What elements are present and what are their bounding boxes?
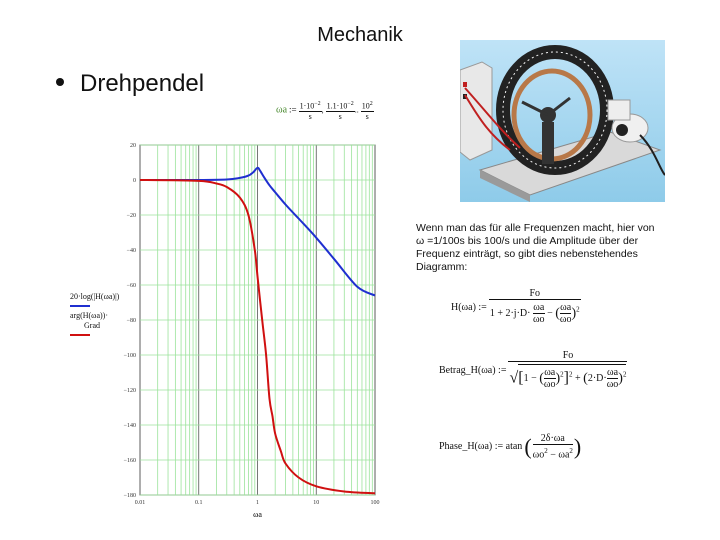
note-line-3: Frequenz einträgt, so gibt dies nebenstehendes [416, 248, 638, 260]
note-line-1: Wenn man das für alle Frequenzen macht, hier von [416, 222, 655, 234]
chart-grid [140, 145, 375, 495]
y-tick-label: −180 [123, 493, 136, 499]
x-tick-label: 100 [370, 500, 380, 506]
y-tick-label: −100 [123, 353, 136, 359]
note-line-4: Diagramm: [416, 261, 468, 273]
x-tick-labels [135, 500, 380, 506]
formula-phase: Phase_H(ωa) := atan ( 2δ·ωa $\omega o^2 - \omega a^2$ ) [439, 433, 582, 461]
pendulum-photo [460, 40, 665, 202]
y-tick-label: −160 [123, 458, 136, 464]
formula-H: H(ωa) := Fo 1 + 2·j·D· $\frac{\omega a}{\omega o}$ − ( $\frac{\omega a}{\omega o}$ )$^2$ [451, 288, 580, 325]
legend-label-phase: arg(H(ωa))· [70, 311, 108, 320]
legend-swatch-blue [70, 305, 90, 307]
chart-legend [70, 292, 119, 336]
bullet-text: Drehpendel [80, 70, 205, 97]
legend-label-grad: Grad [84, 321, 100, 330]
y-tick-label: 0 [133, 178, 136, 184]
y-tick-label: −20 [126, 213, 136, 219]
omega-symbol: ωa [276, 104, 288, 116]
x-tick-label: 0.01 [134, 500, 146, 506]
bullet-item [56, 70, 204, 98]
x-tick-label: 10 [313, 500, 320, 506]
y-tick-label: −80 [126, 318, 136, 324]
legend-swatch-red [70, 334, 90, 336]
y-tick-label: 20 [130, 143, 136, 149]
bullet-dot-icon [56, 78, 64, 86]
y-tick-labels [124, 143, 136, 499]
formula-betrag: Betrag_H(ωa) := Fo √[1 − ( $\frac{\omega a}{\omega o}$ )$^2$]$^2$ + (2·D· $\frac{\omega a}{\omega o}$ )$^2$ [439, 350, 627, 390]
x-tick-label: 0.1 [195, 500, 203, 506]
x-axis-label: ωa [253, 510, 262, 519]
y-tick-label: −120 [123, 388, 136, 394]
legend-label-magnitude: 20·log(|H(ωa)|) [70, 292, 120, 301]
x-tick-label: 1 [256, 500, 259, 506]
omega-definition: ωa := $\frac{1\cdot 10^{-2}}{s}$ , $\frac{1.1\cdot 10^{-2}}{s}$ .. $\frac{10^2}{s}$ [276, 101, 373, 121]
explanation-note [416, 222, 706, 274]
y-tick-label: −60 [126, 283, 136, 289]
slide-title: Mechanik [317, 24, 403, 46]
y-tick-label: −40 [126, 248, 136, 254]
note-line-2: ω =1/100s bis 100/s und die Amplitude über der [416, 235, 639, 247]
y-tick-label: −140 [123, 423, 136, 429]
